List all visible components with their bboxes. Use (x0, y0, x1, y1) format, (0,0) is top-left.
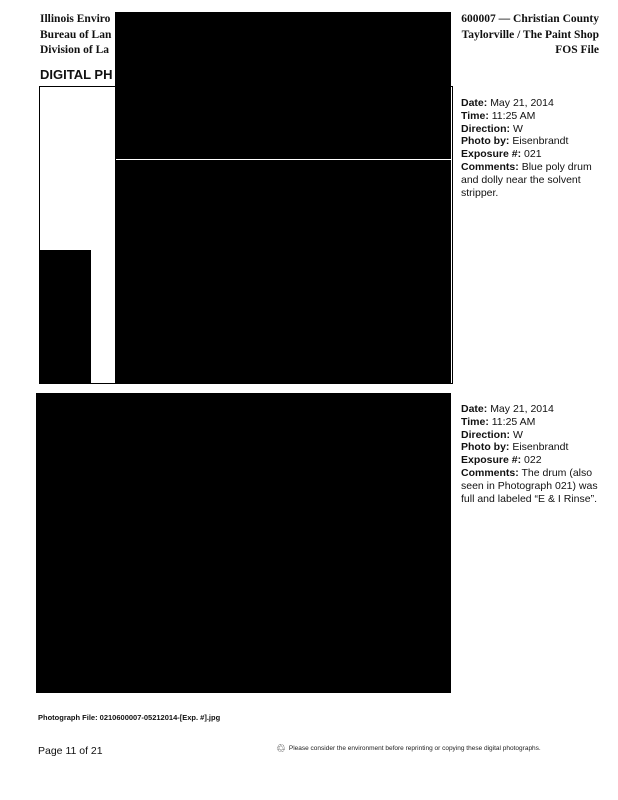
header-agency-line-2: Bureau of Lan (40, 28, 112, 41)
header-site-line-3: FOS File (555, 44, 599, 56)
time-value: 11:25 AM (491, 415, 536, 428)
photo-direction-row (461, 429, 601, 442)
photo-direction-row (461, 123, 601, 136)
photo-by-value: Eisenbrandt (512, 441, 569, 454)
exposure-value: 021 (524, 148, 542, 161)
recycle-icon: ♲ (276, 743, 286, 755)
header-site-line-1: 600007 — Christian County (461, 13, 599, 25)
date-label: Date: (461, 403, 488, 415)
document-title: DIGITAL PH (40, 67, 113, 82)
photo-by-row (461, 441, 601, 454)
time-label: Time: (461, 109, 489, 122)
comments-label: Comments: (461, 160, 519, 173)
header-agency-block (40, 12, 111, 59)
photo-date-row (461, 97, 601, 110)
photo-comments-row (461, 467, 601, 505)
comments-value: Blue poly drum and dolly near the solvent stripper. (461, 160, 592, 199)
redaction-block-main (115, 12, 451, 384)
direction-value: W (512, 428, 523, 441)
direction-label: Direction: (461, 122, 511, 135)
exposure-label: Exposure #: (461, 454, 522, 467)
direction-label: Direction: (461, 428, 511, 441)
comments-label: Comments: (461, 466, 519, 479)
time-label: Time: (461, 415, 489, 428)
exposure-value: 022 (524, 454, 542, 467)
header-site-block (461, 12, 599, 59)
comments-value: The drum (also seen in Photograph 021) was full and labeled “E & I Rinse”. (461, 466, 598, 505)
environment-note-text: Please consider the environment before reprinting or copying these digital photographs. (288, 745, 541, 753)
photo-exposure-row (461, 148, 601, 161)
photograph-file-name: Photograph File: 0210600007-05212014-[Exp. #].jpg (38, 713, 221, 722)
environment-note (276, 742, 541, 755)
scan-artifact-line (116, 159, 452, 160)
date-label: Date: (461, 97, 488, 109)
photo-by-label: Photo by: (461, 441, 510, 454)
photo-info-1 (461, 97, 601, 199)
time-value: 11:25 AM (491, 109, 536, 122)
redaction-block-left (39, 250, 91, 383)
photo-info-2 (461, 403, 601, 505)
redaction-photo-2 (36, 393, 451, 693)
exposure-label: Exposure #: (461, 148, 522, 161)
page-number: Page 11 of 21 (38, 745, 103, 757)
photo-by-row (461, 135, 601, 148)
photo-time-row (461, 110, 601, 123)
header-agency-line-1: Illinois Enviro (40, 13, 111, 25)
photo-exposure-row (461, 454, 601, 467)
photo-by-label: Photo by: (461, 135, 510, 148)
direction-value: W (512, 122, 523, 135)
photo-comments-row (461, 161, 601, 199)
date-value: May 21, 2014 (490, 97, 554, 109)
photo-by-value: Eisenbrandt (512, 135, 569, 148)
photo-time-row (461, 416, 601, 429)
header-agency-line-3: Division of La (40, 44, 110, 56)
photo-date-row (461, 403, 601, 416)
header-site-line-2: Taylorville / The Paint Shop (461, 28, 599, 41)
date-value: May 21, 2014 (490, 403, 554, 415)
